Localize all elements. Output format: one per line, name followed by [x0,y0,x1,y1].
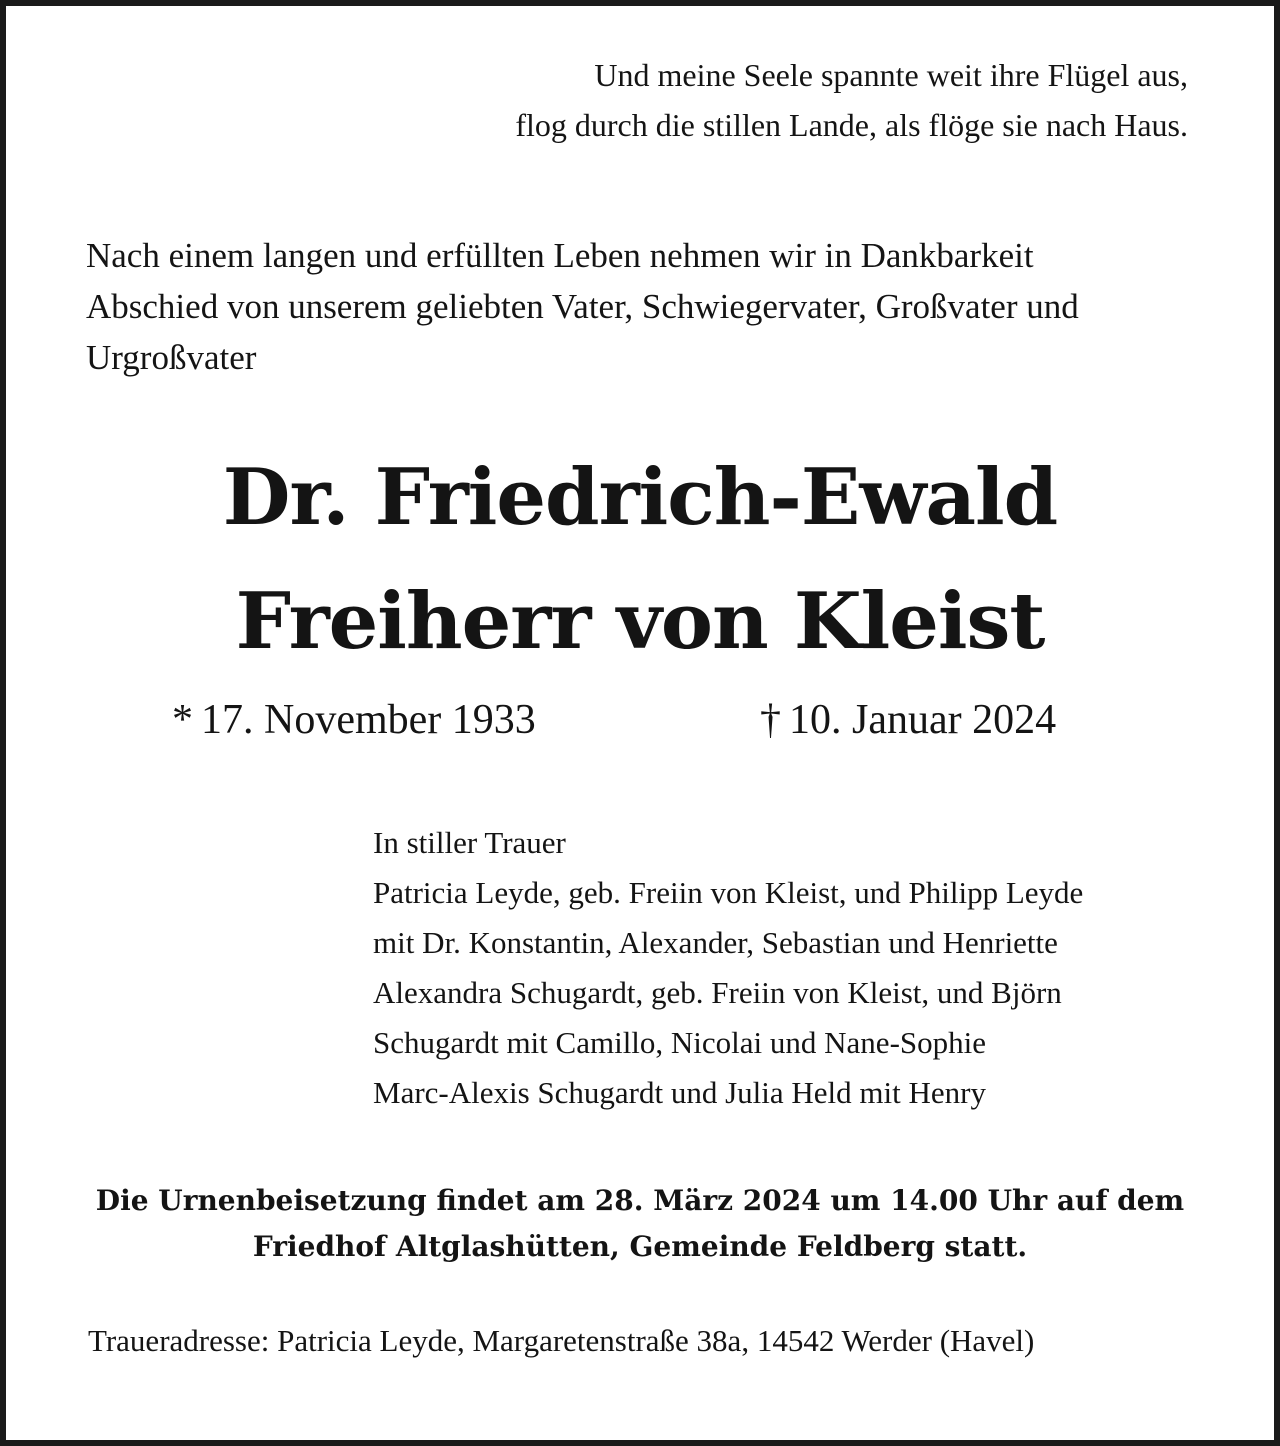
death-date-text: 10. Januar 2024 [789,697,1057,743]
burial-notice [0,1178,1280,1270]
deceased-name-line: Dr. Friedrich-Ewald [222,452,1058,543]
intro-line: Urgroßvater [86,338,257,377]
birth-date [172,692,536,748]
mourning-address: Traueradresse: Patricia Leyde, Margaretenstraße 38a, 14542 Werder (Havel) [88,1323,1035,1358]
mourner-line: mit Dr. Konstantin, Alexander, Sebastian und Henriette [373,925,1058,960]
verse-quote [515,50,1188,150]
verse-line: Und meine Seele spannte weit ihre Flügel aus, [594,57,1188,93]
verse-line: flog durch die stillen Lande, als flöge sie nach Haus. [515,107,1188,143]
birth-date-text: 17. November 1933 [201,697,536,743]
mourner-line: Marc-Alexis Schugardt und Julia Held mit Henry [373,1075,986,1110]
mourner-line: Patricia Leyde, geb. Freiin von Kleist, und Philipp Leyde [373,875,1084,910]
cross-icon: † [760,697,781,743]
mourners-list [373,818,1083,1118]
deceased-name [0,436,1280,684]
mourner-line: Schugardt mit Camillo, Nicolai und Nane-Sophie [373,1025,987,1060]
intro-text [86,230,1196,383]
death-date [760,692,1056,748]
intro-line: Nach einem langen und erfüllten Leben nehmen wir in Dankbarkeit [86,236,1034,275]
deceased-name-line: Freiherr von Kleist [235,576,1045,667]
intro-line: Abschied von unserem geliebten Vater, Schwiegervater, Großvater und [86,287,1079,326]
mourners-heading: In stiller Trauer [373,825,566,860]
burial-line: Friedhof Altglashütten, Gemeinde Feldberg statt. [252,1230,1028,1263]
burial-line: Die Urnenbeisetzung findet am 28. März 2024 um 14.00 Uhr auf dem [95,1184,1185,1217]
mourner-line: Alexandra Schugardt, geb. Freiin von Kleist, und Björn [373,975,1062,1010]
birth-star-icon: * [172,697,193,743]
